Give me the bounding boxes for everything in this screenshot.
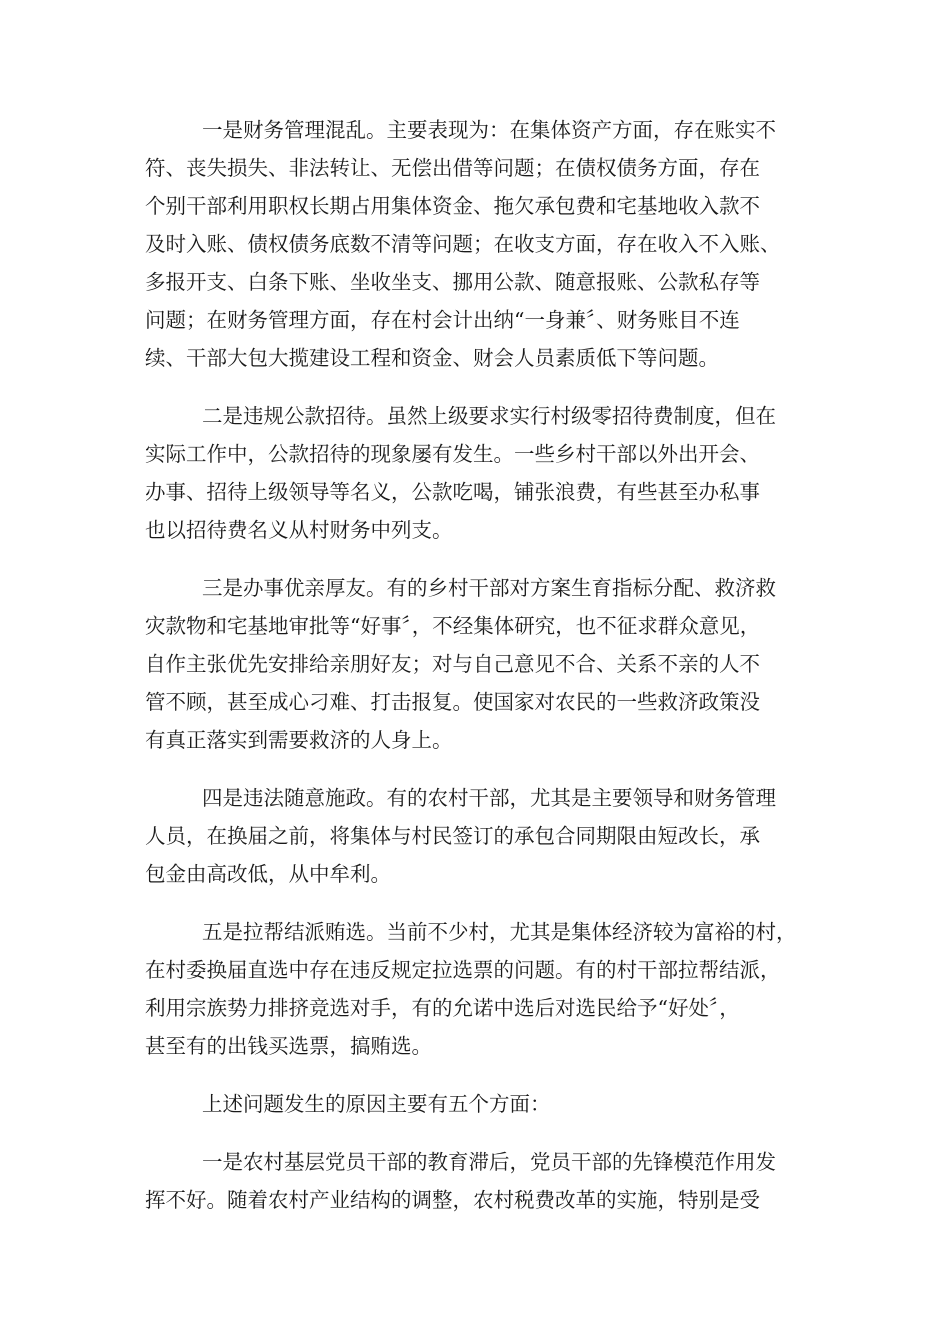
text-line: 管不顾，甚至成心刁难、打击报复。使国家对农民的一些救济政策没 [145,690,760,714]
text-line: 三是办事优亲厚友。有的乡村干部对方案生育指标分配、救济救 [202,576,776,600]
text-line: 也以招待费名义从村财务中列支。 [145,518,453,542]
text-line: 实际工作中，公款招待的现象屡有发生。一些乡村干部以外出开会、 [145,442,760,466]
text-line: 灾款物和宅基地审批等“好事〞，不经集体研究，也不征求群众意见， [145,614,761,638]
text-line: 挥不好。随着农村产业结构的调整，农村税费改革的实施，特别是受 [145,1188,760,1212]
text-line: 有真正落实到需要救济的人身上。 [145,728,453,752]
text-line: 自作主张优先安排给亲朋好友；对与自己意见不合、关系不亲的人不 [145,652,760,676]
text-line: 上述问题发生的原因主要有五个方面： [202,1092,551,1116]
text-line: 多报开支、白条下账、坐收坐支、挪用公款、随意报账、公款私存等 [145,270,760,294]
text-line: 续、干部大包大揽建设工程和资金、财会人员素质低下等问题。 [145,346,719,370]
text-line: 二是违规公款招待。虽然上级要求实行村级零招待费制度，但在 [202,404,776,428]
text-line: 四是违法随意施政。有的农村干部，尤其是主要领导和财务管理 [202,786,776,810]
text-line: 办事、招待上级领导等名义，公款吃喝，铺张浪费，有些甚至办私事 [145,480,760,504]
text-line: 利用宗族势力排挤竞选对手，有的允诺中选后对选民给予“好处〞， [145,996,740,1020]
text-line: 一是农村基层党员干部的教育滞后，党员干部的先锋模范作用发 [202,1150,776,1174]
text-line: 包金由高改低，从中牟利。 [145,862,391,886]
text-line: 五是拉帮结派贿选。当前不少村，尤其是集体经济较为富裕的村， [202,920,797,944]
text-line: 问题；在财务管理方面，存在村会计出纳“一身兼〞、财务账目不连 [145,308,740,332]
text-line: 甚至有的出钱买选票，搞贿选。 [145,1034,432,1058]
text-line: 一是财务管理混乱。主要表现为：在集体资产方面，存在账实不 [202,118,776,142]
text-line: 个别干部利用职权长期占用集体资金、拖欠承包费和宅基地收入款不 [145,194,760,218]
text-line: 人员，在换届之前，将集体与村民签订的承包合同期限由短改长，承 [145,824,760,848]
text-line: 在村委换届直选中存在违反规定拉选票的问题。有的村干部拉帮结派， [145,958,781,982]
text-line: 及时入账、债权债务底数不清等问题；在收支方面，存在收入不入账、 [145,232,781,256]
text-line: 符、丧失损失、非法转让、无偿出借等问题；在债权债务方面，存在 [145,156,760,180]
